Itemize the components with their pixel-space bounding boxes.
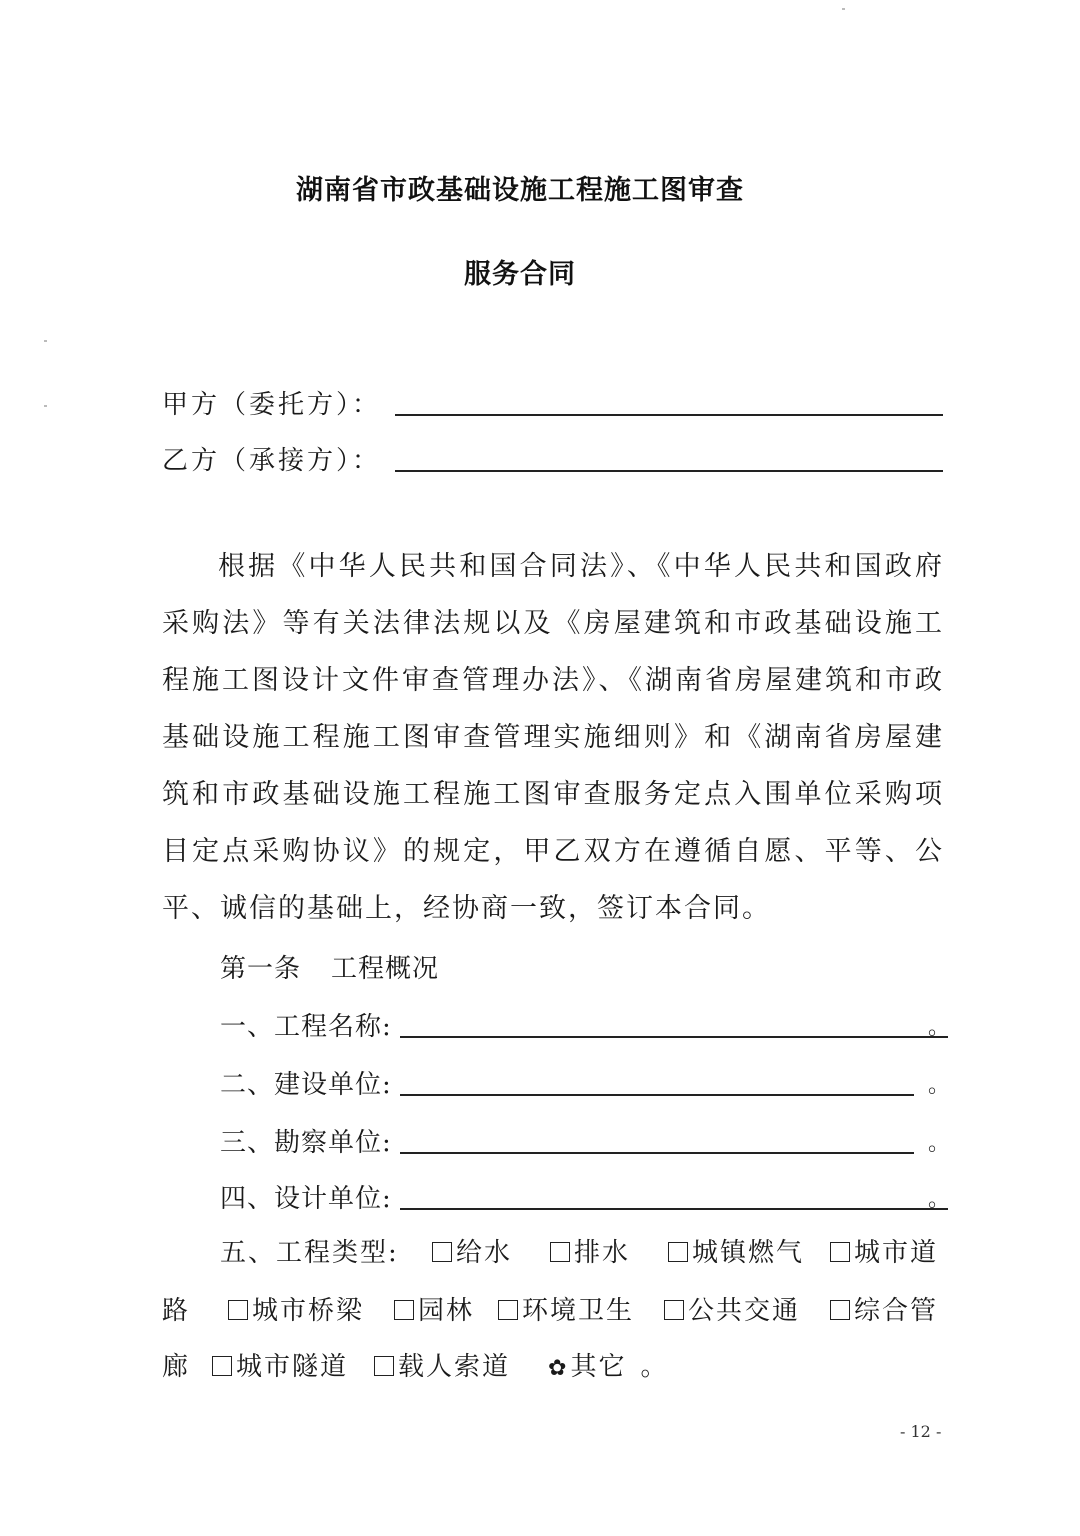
construction-unit-blank-line[interactable]: [400, 1094, 914, 1096]
checkbox-square-icon[interactable]: [394, 1300, 414, 1320]
survey-unit-blank-line[interactable]: [400, 1152, 914, 1154]
checkbox-urban-road[interactable]: [830, 1232, 938, 1269]
checkbox-square-icon[interactable]: [668, 1242, 688, 1262]
field-design-unit: [220, 1178, 952, 1215]
checkbox-square-icon[interactable]: [212, 1356, 232, 1376]
checkbox-square-icon[interactable]: [830, 1300, 850, 1320]
field-label: 三、勘察单位:: [220, 1128, 392, 1158]
field-end-mark: 。: [928, 1015, 952, 1040]
scan-speck: [44, 405, 47, 407]
project-name-blank-line[interactable]: [400, 1036, 948, 1038]
utility-tunnel-first: 综合管: [854, 1296, 939, 1326]
checkbox-urban-tunnel[interactable]: 城市隧道: [212, 1346, 348, 1383]
party-a-label: 甲方（委托方）：: [162, 390, 382, 420]
party-b-label: 乙方（承接方）：: [162, 446, 382, 476]
checkbox-landscape[interactable]: 园林: [394, 1290, 474, 1327]
checkbox-square-icon[interactable]: [830, 1242, 850, 1262]
checkbox-sanitation[interactable]: 环境卫生: [498, 1290, 634, 1327]
field-label: 四、设计单位:: [220, 1184, 392, 1214]
article-number: 第一条: [220, 954, 302, 984]
design-unit-blank-line[interactable]: [400, 1208, 948, 1210]
checkbox-ropeway[interactable]: 载人索道: [374, 1346, 510, 1383]
checkbox-utility-tunnel[interactable]: [830, 1290, 938, 1327]
document-subtitle: 服务合同: [464, 259, 576, 290]
field-construction-unit: [220, 1064, 952, 1101]
document-title: 湖南省市政基础设施工程施工图审查: [296, 175, 744, 206]
checkbox-square-icon[interactable]: [550, 1242, 570, 1262]
project-type-label: 五、工程类型:: [220, 1238, 399, 1268]
scan-speck: [44, 340, 47, 342]
checkbox-square-icon[interactable]: [664, 1300, 684, 1320]
checkbox-urban-bridge[interactable]: 城市桥梁: [228, 1290, 364, 1327]
checkbox-other[interactable]: ✿其它 。: [548, 1352, 669, 1382]
party-b-blank-line[interactable]: [395, 470, 943, 472]
urban-road-wrap-char: 路: [162, 1296, 191, 1326]
field-survey-unit: [220, 1122, 952, 1159]
checkbox-water-supply[interactable]: 给水: [432, 1232, 512, 1269]
checkbox-square-icon[interactable]: [228, 1300, 248, 1320]
intro-paragraph: 根据《中华人民共和国合同法》、《中华人民共和国政府采购法》等有关法律法规以及《房屋建筑和市政基础设施工程施工图设计文件审查管理办法》、《湖南省房屋建筑和市政基础设施工程施工图审查管理实施细则》和《湖南省房屋建筑和市政基础设施工程施工图审查服务定点入围单位采购项目定点采购协议》的规定，甲乙双方在遵循自愿、平等、公平、诚信的基础上，经协商一致，签订本合同。: [162, 551, 944, 924]
checkbox-gas[interactable]: 城镇燃气: [668, 1232, 804, 1269]
field-end-mark: 。: [928, 1073, 952, 1098]
page-number: - 12 -: [900, 1422, 942, 1441]
article-1-heading: [220, 948, 439, 985]
field-end-mark: 。: [928, 1131, 952, 1156]
checkbox-public-transport[interactable]: 公共交通: [664, 1290, 800, 1327]
field-label: 一、工程名称:: [220, 1012, 392, 1042]
utility-tunnel-wrap-char: 廊: [162, 1352, 191, 1382]
urban-road-first: 城市道: [854, 1238, 939, 1268]
types-end-mark: 。: [640, 1352, 669, 1382]
party-a-blank-line[interactable]: [395, 414, 943, 416]
checkbox-square-icon[interactable]: [374, 1356, 394, 1376]
scan-speck: [842, 8, 845, 10]
checkbox-drainage[interactable]: 排水: [550, 1232, 630, 1269]
field-end-mark: 。: [928, 1187, 952, 1212]
checkbox-square-icon[interactable]: [432, 1242, 452, 1262]
article-title: 工程概况: [331, 954, 440, 984]
checkbox-square-icon[interactable]: [498, 1300, 518, 1320]
field-project-name: [220, 1006, 952, 1043]
field-label: 二、建设单位:: [220, 1070, 392, 1100]
other-marker-icon[interactable]: ✿: [548, 1356, 569, 1381]
